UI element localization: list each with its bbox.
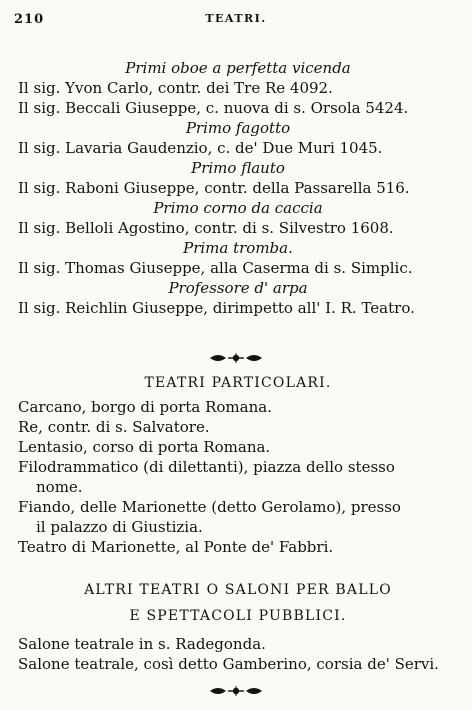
theatre-entry: Fiando, delle Marionette (detto Gerolamo), presso <box>18 498 401 516</box>
running-title: TEATRI. <box>205 12 267 25</box>
theatre-entry-continuation: il palazzo di Giustizia. <box>36 518 203 536</box>
musician-entry: Il sig. Yvon Carlo, contr. dei Tre Re 4092. <box>18 79 333 97</box>
section-heading: E SPETTACOLI PUBBLICI. <box>129 608 347 624</box>
page-number: 210 <box>14 12 45 27</box>
musician-entry: Il sig. Reichlin Giuseppe, dirimpetto all' I. R. Teatro. <box>18 299 415 317</box>
ornament-divider-icon <box>0 684 472 698</box>
ornament-divider-icon <box>0 351 472 365</box>
role-heading: Primo corno da caccia <box>153 199 323 217</box>
teatri-particolari-section <box>18 373 458 557</box>
musician-entry: Il sig. Raboni Giuseppe, contr. della Passarella 516. <box>18 179 410 197</box>
musician-entry: Il sig. Beccali Giuseppe, c. nuova di s. Orsola 5424. <box>18 99 409 117</box>
theatre-entry: Salone teatrale, così detto Gamberino, corsia de' Servi. <box>18 655 439 673</box>
theatre-entry-continuation: nome. <box>36 478 83 496</box>
role-heading: Prima tromba. <box>183 239 293 257</box>
section-heading: TEATRI PARTICOLARI. <box>144 375 332 391</box>
theatre-entry: Carcano, borgo di porta Romana. <box>18 398 272 416</box>
theatre-entry: Salone teatrale in s. Radegonda. <box>18 635 266 653</box>
role-heading: Professore d' arpa <box>168 279 308 297</box>
musician-entry: Il sig. Lavaria Gaudenzio, c. de' Due Muri 1045. <box>18 139 383 157</box>
role-heading: Primo fagotto <box>185 119 291 137</box>
altri-teatri-section <box>18 580 458 674</box>
musician-entry: Il sig. Thomas Giuseppe, alla Caserma di s. Simplic. <box>18 259 413 277</box>
role-heading: Primo flauto <box>191 159 285 177</box>
section-heading: ALTRI TEATRI O SALONI PER BALLO <box>84 582 392 598</box>
orchestra-list <box>18 58 458 318</box>
role-heading: Primi oboe a perfetta vicenda <box>125 59 351 77</box>
musician-entry: Il sig. Belloli Agostino, contr. di s. Silvestro 1608. <box>18 219 394 237</box>
theatre-entry: Filodrammatico (di dilettanti), piazza dello stesso <box>18 458 395 476</box>
theatre-entry: Lentasio, corso di porta Romana. <box>18 438 271 456</box>
running-head <box>14 8 458 32</box>
theatre-entry: Re, contr. di s. Salvatore. <box>18 418 210 436</box>
theatre-entry: Teatro di Marionette, al Ponte de' Fabbri. <box>18 538 334 556</box>
